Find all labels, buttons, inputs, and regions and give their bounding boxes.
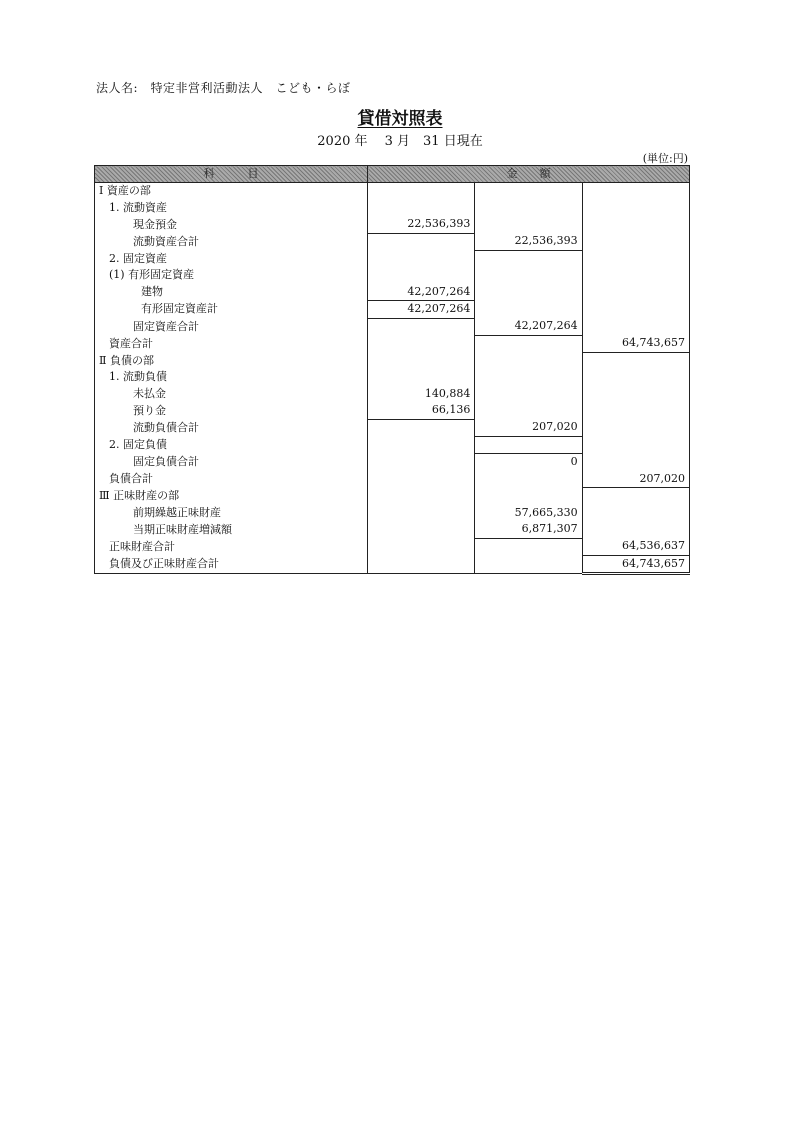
amount-cell-c4 xyxy=(582,267,689,284)
amount-cell-c2 xyxy=(368,335,475,352)
unit-label: (単位:円) xyxy=(642,152,688,165)
amount-cell-c3 xyxy=(475,216,582,233)
table-row xyxy=(95,200,690,217)
amount-cell-c2 xyxy=(368,488,475,505)
amount-cell-c3 xyxy=(475,538,582,555)
amount-cell-c4 xyxy=(582,250,689,267)
row-label: 現金預金 xyxy=(95,216,368,233)
amount-cell-c3 xyxy=(475,402,582,419)
amount-cell-c3: 6,871,307 xyxy=(475,521,582,538)
table-row xyxy=(95,505,690,522)
amount-cell-c2: 22,536,393 xyxy=(368,216,475,233)
amount-cell-c4 xyxy=(582,419,689,436)
amount-cell-c2 xyxy=(368,521,475,538)
report-date: 2020 年 3 月 31 日現在 xyxy=(317,134,483,149)
row-label: 未払金 xyxy=(95,386,368,403)
amount-cell-c4: 207,020 xyxy=(582,471,689,488)
amount-cell-c3: 57,665,330 xyxy=(475,505,582,522)
table-row xyxy=(95,233,690,250)
amount-cell-c3: 42,207,264 xyxy=(475,318,582,335)
amount-cell-c2 xyxy=(368,250,475,267)
row-label: 当期正味財産増減額 xyxy=(95,521,368,538)
table-row xyxy=(95,284,690,301)
amount-cell-c4: 64,536,637 xyxy=(582,538,689,555)
amount-cell-c4 xyxy=(582,369,689,386)
amount-cell-c2 xyxy=(368,555,475,574)
amount-cell-c2 xyxy=(368,419,475,436)
amount-cell-c4: 64,743,657 xyxy=(582,335,689,352)
amount-cell-c3: 22,536,393 xyxy=(475,233,582,250)
amount-cell-c2 xyxy=(368,505,475,522)
amount-cell-c2 xyxy=(368,200,475,217)
table-row xyxy=(95,538,690,555)
row-label: Ⅱ 負債の部 xyxy=(95,352,368,369)
row-label: 2. 固定資産 xyxy=(95,250,368,267)
amount-cell-c4 xyxy=(582,284,689,301)
row-label: 1. 流動資産 xyxy=(95,200,368,217)
amount-cell-c4: 64,743,657 xyxy=(582,555,689,574)
amount-cell-c4 xyxy=(582,352,689,369)
balance-sheet-table xyxy=(94,165,690,575)
amount-cell-c3 xyxy=(475,284,582,301)
row-label: 有形固定資産計 xyxy=(95,301,368,319)
amount-cell-c4 xyxy=(582,233,689,250)
table-row xyxy=(95,301,690,319)
amount-cell-c4 xyxy=(582,521,689,538)
row-label: 固定負債合計 xyxy=(95,454,368,471)
row-label: 資産合計 xyxy=(95,335,368,352)
amount-cell-c3 xyxy=(475,200,582,217)
row-label: 固定資産合計 xyxy=(95,318,368,335)
table-row xyxy=(95,250,690,267)
amount-cell-c3 xyxy=(475,301,582,319)
amount-cell-c2 xyxy=(368,471,475,488)
organization-name: 法人名: 特定非営利活動法人 こども・らぼ xyxy=(96,81,351,95)
table-row xyxy=(95,369,690,386)
amount-cell-c3 xyxy=(475,335,582,352)
amount-cell-c3 xyxy=(475,267,582,284)
amount-cell-c2 xyxy=(368,538,475,555)
row-label: Ⅲ 正味財産の部 xyxy=(95,488,368,505)
row-label: 正味財産合計 xyxy=(95,538,368,555)
row-label: 流動負債合計 xyxy=(95,419,368,436)
amount-cell-c3 xyxy=(475,488,582,505)
amount-cell-c4 xyxy=(582,436,689,454)
table-row xyxy=(95,488,690,505)
table-row xyxy=(95,267,690,284)
amount-cell-c2 xyxy=(368,267,475,284)
amount-cell-c3 xyxy=(475,183,582,200)
table-row xyxy=(95,335,690,352)
amount-cell-c4 xyxy=(582,200,689,217)
table-row xyxy=(95,386,690,403)
amount-cell-c2 xyxy=(368,183,475,200)
amount-cell-c3: 207,020 xyxy=(475,419,582,436)
table-row xyxy=(95,318,690,335)
row-label: 負債合計 xyxy=(95,471,368,488)
row-label: 流動資産合計 xyxy=(95,233,368,250)
amount-cell-c4 xyxy=(582,454,689,471)
row-label: 負債及び正味財産合計 xyxy=(95,555,368,574)
table-row xyxy=(95,471,690,488)
amount-cell-c2 xyxy=(368,454,475,471)
table-row xyxy=(95,521,690,538)
row-label: 前期繰越正味財産 xyxy=(95,505,368,522)
row-label: (1) 有形固定資産 xyxy=(95,267,368,284)
amount-cell-c2: 66,136 xyxy=(368,402,475,419)
amount-cell-c3 xyxy=(475,250,582,267)
amount-cell-c4 xyxy=(582,183,689,200)
amount-cell-c2: 140,884 xyxy=(368,386,475,403)
amount-cell-c3 xyxy=(475,555,582,574)
document-title-text: 貸借対照表 xyxy=(357,109,443,129)
amount-cell-c3 xyxy=(475,436,582,454)
amount-cell-c2: 42,207,264 xyxy=(368,284,475,301)
document-title xyxy=(0,104,800,129)
amount-cell-c4 xyxy=(582,318,689,335)
amount-cell-c4 xyxy=(582,301,689,319)
table-row xyxy=(95,419,690,436)
table-row xyxy=(95,555,690,574)
amount-cell-c3 xyxy=(475,471,582,488)
amount-header: 金 額 xyxy=(368,166,690,183)
table-header-row xyxy=(95,166,690,183)
amount-cell-c3 xyxy=(475,386,582,403)
table-row xyxy=(95,436,690,454)
subject-header: 科 目 xyxy=(95,166,368,183)
amount-cell-c2 xyxy=(368,352,475,369)
row-label: 建物 xyxy=(95,284,368,301)
row-label: 1. 流動負債 xyxy=(95,369,368,386)
amount-cell-c3 xyxy=(475,352,582,369)
amount-cell-c3: 0 xyxy=(475,454,582,471)
table-row xyxy=(95,216,690,233)
table-row xyxy=(95,352,690,369)
row-label: 2. 固定負債 xyxy=(95,436,368,454)
table-row xyxy=(95,183,690,200)
amount-cell-c2: 42,207,264 xyxy=(368,301,475,319)
amount-cell-c4 xyxy=(582,402,689,419)
amount-cell-c3 xyxy=(475,369,582,386)
amount-cell-c2 xyxy=(368,369,475,386)
row-label: 預り金 xyxy=(95,402,368,419)
amount-cell-c4 xyxy=(582,216,689,233)
amount-cell-c2 xyxy=(368,436,475,454)
amount-cell-c4 xyxy=(582,505,689,522)
amount-cell-c2 xyxy=(368,233,475,250)
table-row xyxy=(95,402,690,419)
table-row xyxy=(95,454,690,471)
amount-cell-c4 xyxy=(582,488,689,505)
row-label: Ⅰ 資産の部 xyxy=(95,183,368,200)
amount-cell-c2 xyxy=(368,318,475,335)
amount-cell-c4 xyxy=(582,386,689,403)
